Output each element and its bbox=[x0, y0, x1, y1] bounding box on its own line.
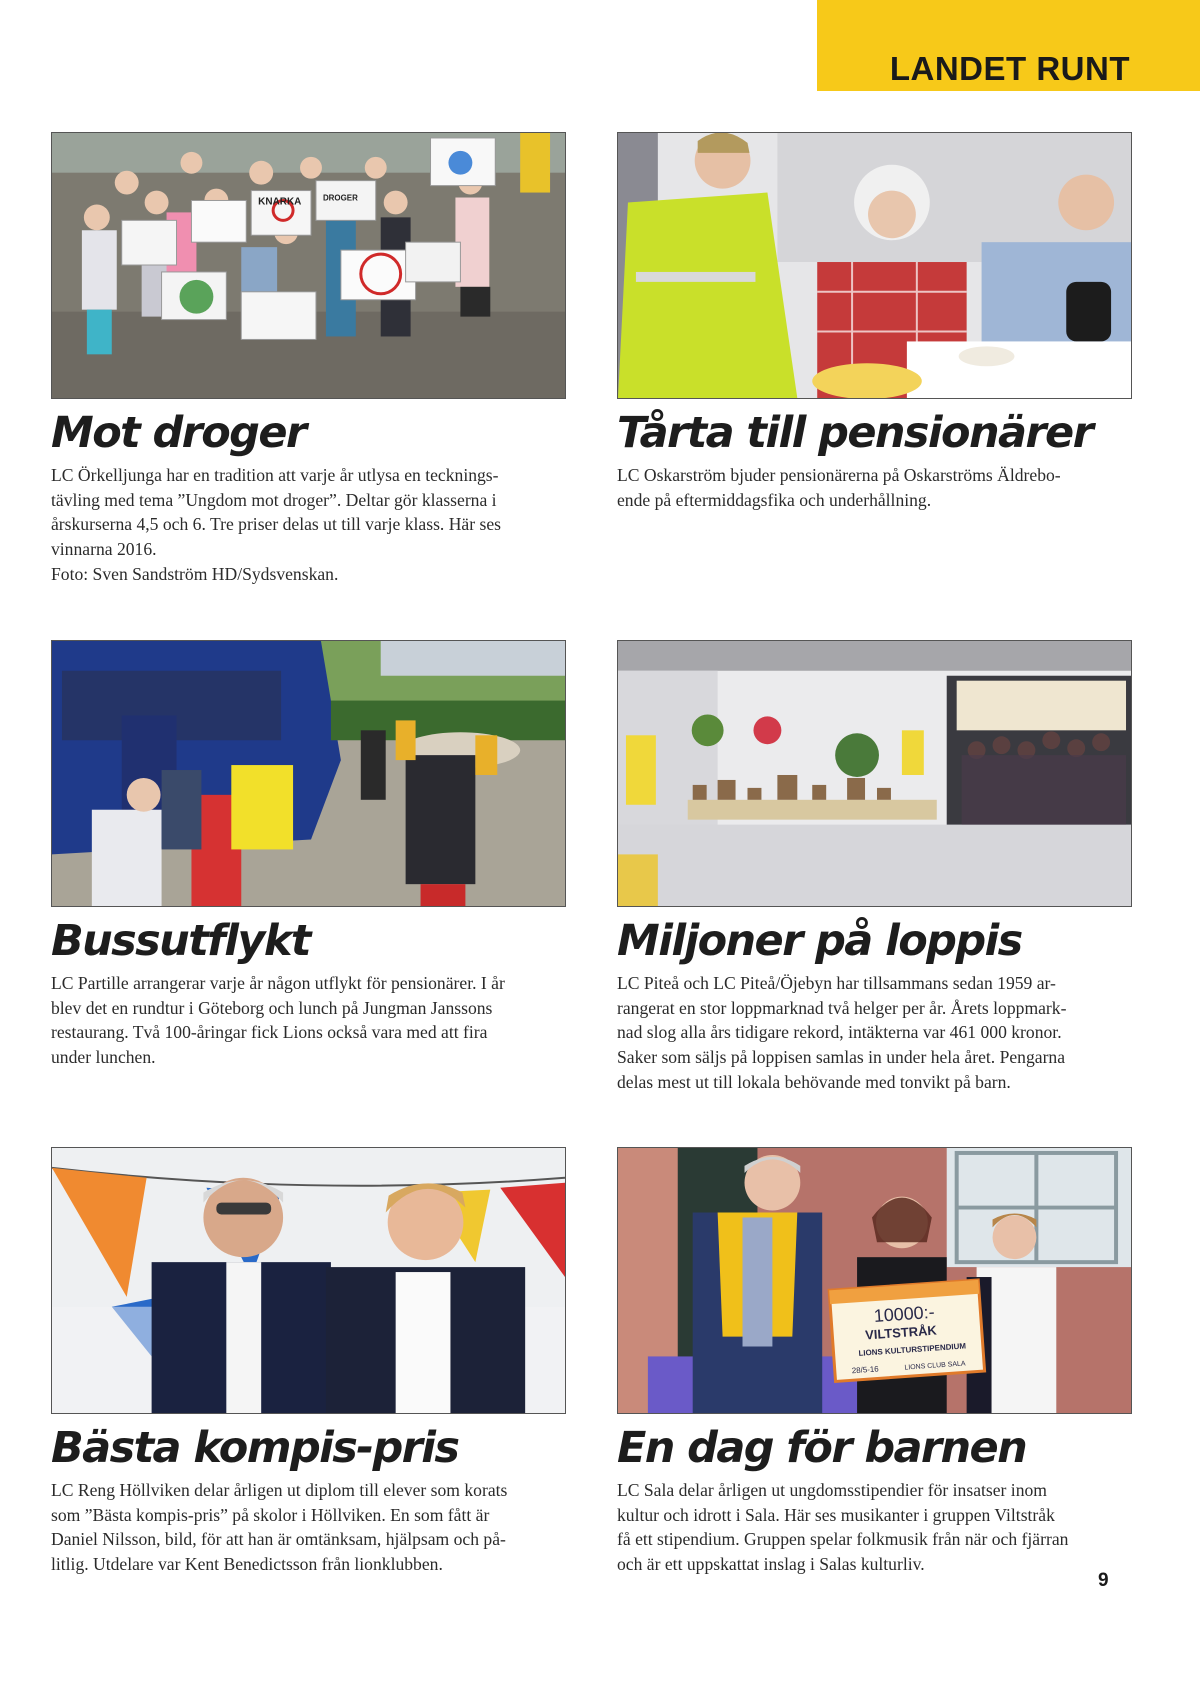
story-bussutflykt bbox=[51, 640, 566, 1070]
children-holding-drawings-photo bbox=[51, 132, 566, 399]
story-body bbox=[617, 1478, 1132, 1576]
cake-served-to-pensioners-photo bbox=[617, 132, 1132, 399]
flea-market-hall-photo bbox=[617, 640, 1132, 907]
body-line: blev det en rundtur i Göteborg och lunch på Jungman Janssons bbox=[51, 997, 493, 1018]
headline: Bussutflykt bbox=[51, 916, 310, 966]
story-body bbox=[617, 463, 1132, 512]
body-line: restaurang. Två 100-åringar fick Lions också vara med att fira bbox=[51, 1022, 488, 1043]
body-line: LC Partille arrangerar varje år någon utflykt för pensionärer. I år bbox=[51, 973, 505, 994]
headline: Miljoner på loppis bbox=[617, 916, 1022, 966]
body-line: under lunchen. bbox=[51, 1047, 156, 1068]
body-line: LC Oskarström bjuder pensionärerna på Oskarströms Äldrebo- bbox=[617, 465, 1061, 486]
headline: Bästa kompis-pris bbox=[51, 1423, 459, 1473]
headline: En dag för barnen bbox=[617, 1423, 1027, 1473]
section-label: LANDET RUNT bbox=[889, 50, 1130, 87]
check-club: LIONS CLUB SALA bbox=[904, 1360, 966, 1372]
check-title: LIONS KULTURSTIPENDIUM bbox=[858, 1341, 967, 1358]
story-miljoner-pa-loppis bbox=[617, 640, 1132, 1094]
section-tab bbox=[817, 0, 1200, 91]
body-line: årskurserna 4,5 och 6. Tre priser delas ut till varje klass. Här ses bbox=[51, 514, 502, 535]
page-number: 9 bbox=[1098, 1570, 1109, 1591]
body-line: nad slog alla års tidigare rekord, intäkterna var 461 000 kronor. bbox=[617, 1022, 1062, 1043]
body-line: som ”Bästa kompis-pris” på skolor i Höllviken. En som fått är bbox=[51, 1504, 490, 1525]
body-line: Saker som säljs på loppisen samlas in under hela året. Pengarna bbox=[617, 1047, 1066, 1068]
story-body bbox=[617, 971, 1132, 1094]
body-line: LC Reng Höllviken delar årligen ut diplom till elever som korats bbox=[51, 1480, 508, 1501]
body-line: få ett stipendium. Gruppen spelar folkmusik från när och fjärran bbox=[617, 1529, 1069, 1550]
body-line: vinnarna 2016. bbox=[51, 539, 157, 560]
sign-droger: DROGER bbox=[322, 193, 358, 203]
body-line: litlig. Utdelare var Kent Benedictsson från lionklubben. bbox=[51, 1554, 443, 1575]
bus-excursion-photo bbox=[51, 640, 566, 907]
scholarship-check-photo bbox=[617, 1147, 1132, 1414]
story-body bbox=[51, 463, 566, 586]
body-line: och är ett uppskattat inslag i Salas kulturliv. bbox=[617, 1554, 925, 1575]
body-line: delas mest ut till lokala behövande med tonvikt på barn. bbox=[617, 1071, 1011, 1092]
story-en-dag-for-barnen bbox=[617, 1147, 1132, 1577]
story-mot-droger bbox=[51, 132, 566, 586]
body-line: LC Piteå och LC Piteå/Öjebyn har tillsammans sedan 1959 ar- bbox=[617, 973, 1056, 994]
check-date: 28/5-16 bbox=[851, 1364, 879, 1376]
body-line: kultur och idrott i Sala. Här ses musikanter i gruppen Viltstråk bbox=[617, 1504, 1055, 1525]
body-line: Foto: Sven Sandström HD/Sydsvenskan. bbox=[51, 563, 339, 584]
body-line: LC Sala delar årligen ut ungdomsstipendier för insatser inom bbox=[617, 1480, 1047, 1501]
story-tarta-till-pensionarer bbox=[617, 132, 1132, 512]
body-line: ende på eftermiddagsfika och underhållning. bbox=[617, 489, 932, 510]
sign-knarka: KNARKA bbox=[258, 196, 302, 208]
story-body bbox=[51, 971, 566, 1069]
headline: Mot droger bbox=[51, 408, 306, 458]
body-line: Daniel Nilsson, bild, för att han är omtänksam, hjälpsam och på- bbox=[51, 1529, 506, 1550]
story-basta-kompis-pris bbox=[51, 1147, 566, 1577]
check-name: VILTSTRÅK bbox=[864, 1322, 938, 1343]
body-line: LC Örkelljunga har en tradition att varje år utlysa en tecknings- bbox=[51, 465, 499, 486]
body-line: rangerat en stor loppmarknad två helger per år. Årets loppmark- bbox=[617, 997, 1067, 1018]
check-amount: 10000:- bbox=[873, 1301, 936, 1326]
headline: Tårta till pensionärer bbox=[617, 408, 1093, 458]
body-line: tävling med tema ”Ungdom mot droger”. Deltar gör klasserna i bbox=[51, 489, 497, 510]
story-body bbox=[51, 1478, 566, 1576]
two-men-award-photo bbox=[51, 1147, 566, 1414]
